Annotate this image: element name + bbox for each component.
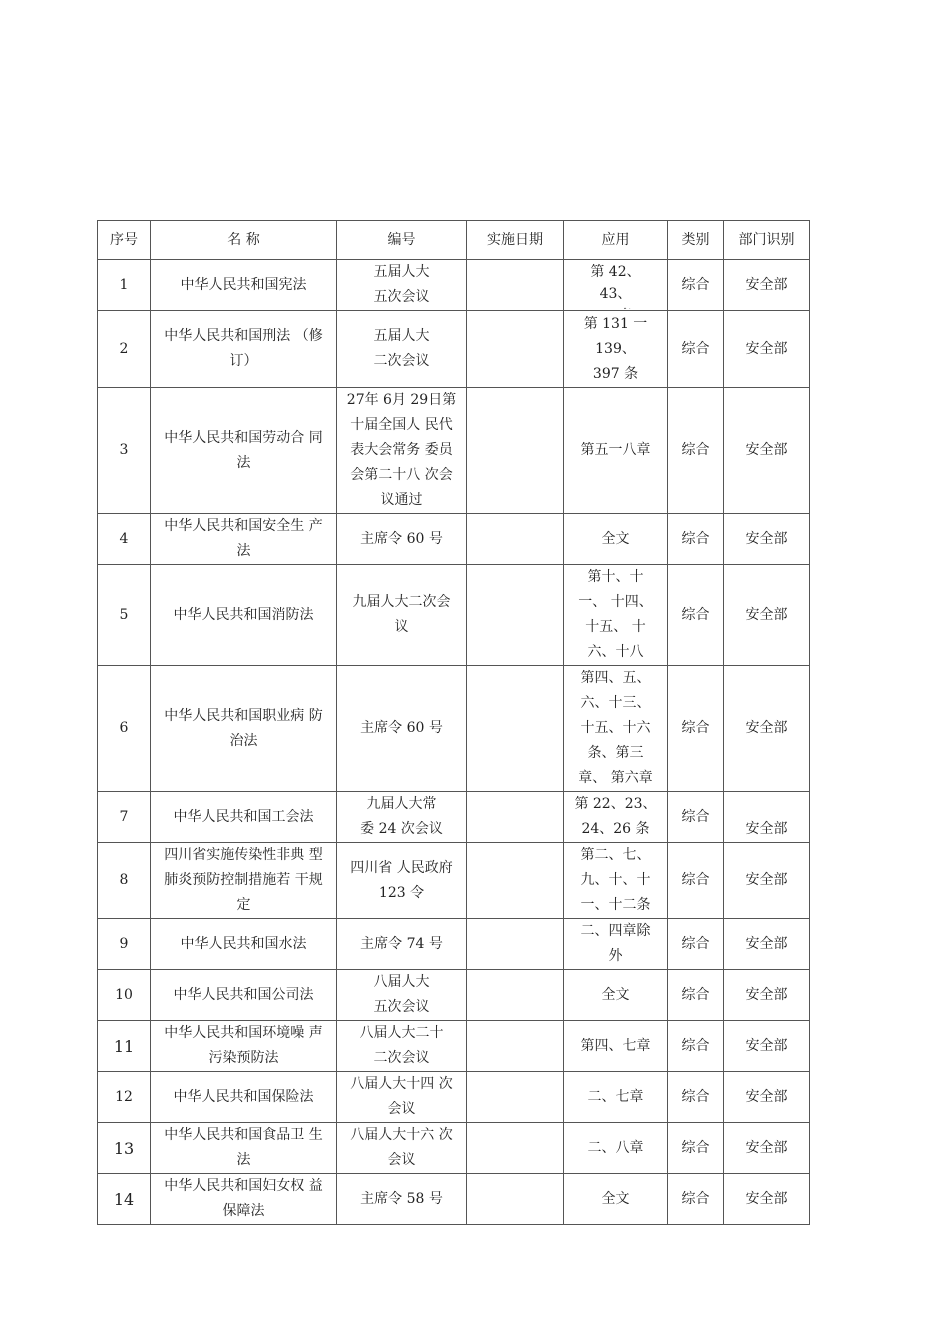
table-row <box>98 666 810 792</box>
table-header-row <box>98 221 810 260</box>
row-date <box>467 1021 564 1072</box>
header-application: 应用 <box>564 221 668 260</box>
row-date <box>467 843 564 919</box>
row-category: 综合 <box>668 388 724 514</box>
row-seq: 2 <box>98 311 151 388</box>
row-name: 中华人民共和国安全生 产 法 <box>151 514 337 565</box>
row-name: 四川省实施传染性非典 型 肺炎预防控制措施若 干规 定 <box>151 843 337 919</box>
row-application: 第四、五、 六、十三、 十五、十六 条、第三 章、 第六章 <box>564 666 668 792</box>
row-code: 八届人大二十 二次会议 <box>337 1021 467 1072</box>
row-category: 综合 <box>668 792 724 843</box>
row-code: 五届人大 二次会议 <box>337 311 467 388</box>
row-department: 安全部 <box>724 1021 810 1072</box>
row-date <box>467 1072 564 1123</box>
row-application: 全文 <box>564 1174 668 1225</box>
row-category: 综合 <box>668 260 724 311</box>
row-application: 全文 <box>564 514 668 565</box>
row-seq: 11 <box>98 1021 151 1072</box>
row-application <box>564 260 668 311</box>
row-category: 综合 <box>668 843 724 919</box>
table-row <box>98 1174 810 1225</box>
row-department: 安全部 <box>724 311 810 388</box>
table-row <box>98 1123 810 1174</box>
header-date: 实施日期 <box>467 221 564 260</box>
row-category: 综合 <box>668 1021 724 1072</box>
row-name: 中华人民共和国职业病 防 治法 <box>151 666 337 792</box>
row-name: 中华人民共和国水法 <box>151 919 337 970</box>
row-application: 第四、七章 <box>564 1021 668 1072</box>
row-code: 九届人大二次会 议 <box>337 565 467 666</box>
row-name: 中华人民共和国宪法 <box>151 260 337 311</box>
table-row <box>98 1021 810 1072</box>
table-row <box>98 970 810 1021</box>
header-code: 编号 <box>337 221 467 260</box>
row-name: 中华人民共和国妇女权 益 保障法 <box>151 1174 337 1225</box>
row-name: 中华人民共和国食品卫 生 法 <box>151 1123 337 1174</box>
row-application: 第二、七、 九、十、十 一、十二条 <box>564 843 668 919</box>
row-application: 全文 <box>564 970 668 1021</box>
row-code: 五届人大 五次会议 <box>337 260 467 311</box>
row-department: 安全部 <box>724 666 810 792</box>
row-category: 综合 <box>668 1123 724 1174</box>
row-department: 安全部 <box>724 260 810 311</box>
row-category: 综合 <box>668 666 724 792</box>
table-row <box>98 792 810 843</box>
row-application: 第十、十 一、 十四、 十五、 十 六、十八 <box>564 565 668 666</box>
row-name: 中华人民共和国消防法 <box>151 565 337 666</box>
row-category: 综合 <box>668 970 724 1021</box>
row-code: 八届人大 五次会议 <box>337 970 467 1021</box>
row-department: 安全部 <box>724 970 810 1021</box>
row-application: 第 22、23、 24、26 条 <box>564 792 668 843</box>
row-seq: 12 <box>98 1072 151 1123</box>
row-department: 安全部 <box>724 388 810 514</box>
row-department: 安全部 <box>724 1123 810 1174</box>
row-category: 综合 <box>668 1072 724 1123</box>
row-code: 主席令 74 号 <box>337 919 467 970</box>
row-category: 综合 <box>668 311 724 388</box>
row-seq: 10 <box>98 970 151 1021</box>
row-category: 综合 <box>668 919 724 970</box>
row-department: 安全部 <box>724 565 810 666</box>
table-row <box>98 1072 810 1123</box>
row-name: 中华人民共和国保险法 <box>151 1072 337 1123</box>
row-code: 主席令 60 号 <box>337 514 467 565</box>
regulations-table <box>97 220 810 1225</box>
row-code: 九届人大常 委 24 次会议 <box>337 792 467 843</box>
row-date <box>467 514 564 565</box>
header-category: 类别 <box>668 221 724 260</box>
row-seq: 14 <box>98 1174 151 1225</box>
row-name: 中华人民共和国公司法 <box>151 970 337 1021</box>
row-code: 八届人大十六 次 会议 <box>337 1123 467 1174</box>
table-row <box>98 565 810 666</box>
row-department: 安全部 <box>724 1072 810 1123</box>
row-category: 综合 <box>668 565 724 666</box>
row-seq: 8 <box>98 843 151 919</box>
header-name: 名 称 <box>151 221 337 260</box>
row-application: 二、八章 <box>564 1123 668 1174</box>
row-date <box>467 792 564 843</box>
row-department: 安全部 <box>724 1174 810 1225</box>
header-department: 部门识别 <box>724 221 810 260</box>
row-seq: 4 <box>98 514 151 565</box>
row-application: 第 131 一 139、 397 条 <box>564 311 668 388</box>
header-seq: 序号 <box>98 221 151 260</box>
row-department: 安全部 <box>724 843 810 919</box>
row-application: 二、四章除 外 <box>564 919 668 970</box>
row-date <box>467 970 564 1021</box>
row-application: 二、七章 <box>564 1072 668 1123</box>
row-name: 中华人民共和国刑法 （修 订） <box>151 311 337 388</box>
row-category: 综合 <box>668 514 724 565</box>
row-date <box>467 666 564 792</box>
row-department: 安全部 <box>724 919 810 970</box>
table-row <box>98 919 810 970</box>
row-application-text: 第 42、 43、 <box>590 264 641 302</box>
row-seq: 3 <box>98 388 151 514</box>
row-seq: 5 <box>98 565 151 666</box>
row-code: 主席令 58 号 <box>337 1174 467 1225</box>
row-date <box>467 260 564 311</box>
row-seq: 13 <box>98 1123 151 1174</box>
row-date <box>467 565 564 666</box>
row-name: 中华人民共和国环境噪 声 污染预防法 <box>151 1021 337 1072</box>
row-date <box>467 919 564 970</box>
row-code: 八届人大十四 次 会议 <box>337 1072 467 1123</box>
table-row <box>98 311 810 388</box>
row-name: 中华人民共和国工会法 <box>151 792 337 843</box>
row-date <box>467 388 564 514</box>
row-seq: 6 <box>98 666 151 792</box>
row-seq: 1 <box>98 260 151 311</box>
row-code: 27年 6月 29日第 十届全国人 民代 表大会常务 委员 会第二十八 次会 议通过 <box>337 388 467 514</box>
table-row <box>98 260 810 311</box>
row-seq: 7 <box>98 792 151 843</box>
row-code: 主席令 60 号 <box>337 666 467 792</box>
row-code: 四川省 人民政府 123 令 <box>337 843 467 919</box>
row-seq: 9 <box>98 919 151 970</box>
row-date <box>467 1123 564 1174</box>
row-category: 综合 <box>668 1174 724 1225</box>
row-name: 中华人民共和国劳动合 同 法 <box>151 388 337 514</box>
row-department: 安全部 <box>724 514 810 565</box>
table-row <box>98 388 810 514</box>
row-date <box>467 1174 564 1225</box>
row-date <box>467 311 564 388</box>
table-row <box>98 843 810 919</box>
row-department: 安全部 <box>724 792 810 843</box>
row-application: 第五一八章 <box>564 388 668 514</box>
table-row <box>98 514 810 565</box>
